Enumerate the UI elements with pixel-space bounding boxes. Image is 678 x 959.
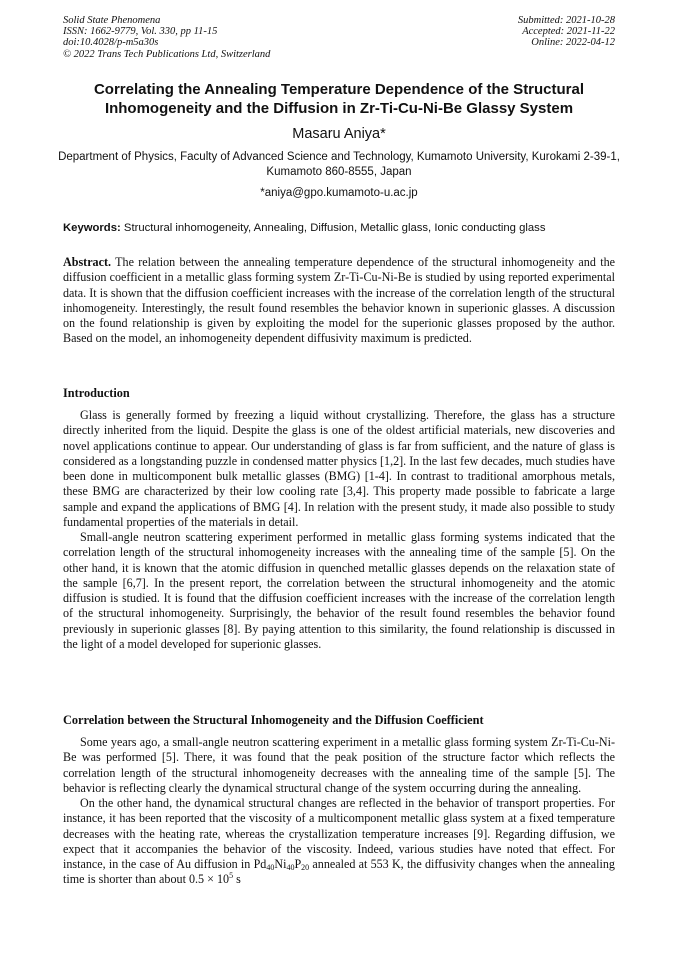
submitted-date: Submitted: 2021-10-28 [517, 15, 615, 26]
journal-info [63, 15, 270, 60]
abstract [63, 255, 615, 347]
introduction-heading: Introduction [63, 386, 130, 400]
introduction-paragraph: Small-angle neutron scattering experiment performed in metallic glass forming systems indicated that the correlation length of the structural inhomogeneity increases with the annealing time of the sample [5]. On the other hand, it is known that the atomic diffusion in quenched metallic glasses depends on the relaxation state of the sample [6,7]. In the present report, the correlation between the structural inhomogeneity and the atomic diffusion is studied. It is found that the diffusion coefficient increases with the increase of the correlation length of the structural inhomogeneity. Surprisingly, the behavior of the result found resembles the behavior found previously in superionic glasses [8]. By paying attention to this similarity, the found relationship is discussed in the light of a model developed for superionic glasses. [63, 530, 615, 651]
author-email[interactable]: *aniya@gpo.kumamoto-u.ac.jp [260, 187, 418, 199]
online-date: Online: 2022-04-12 [531, 37, 615, 49]
abstract-label: Abstract. [63, 255, 112, 269]
journal-copyright: © 2022 Trans Tech Publications Ltd, Switzerland [63, 48, 271, 60]
keywords-label: Keywords: [63, 222, 121, 234]
section-paragraph-tail: annealed at 553 K, the diffusivity changes when the annealing time is shorter than about [63, 857, 615, 887]
introduction-paragraph: Glass is generally formed by freezing a liquid without crystallizing. Therefore, the glass has a structure directly inherited from the liquid. Despite the glass is one of the oldest artificial materials, new discoveries and novel applications continue to appear. Our understanding of glass is far from sufficient, and the nature of glass is considered as a longstanding puzzle in condensed matter physics [1,2]. In the last few decades, much studies have been done in multicomponent bulk metallic glasses (BMG) [1-4]. In contrast to traditional amorphous metals, these BMG are characterized by their low cooling rate [3,4]. This property made possible to fabricate a large sample and expand the applications of BMG [4]. In relation with the present study, it made also possible to study fundamental properties of the materials in detail. [63, 408, 615, 529]
journal-name: Solid State Phenomena [63, 15, 161, 26]
abstract-text: The relation between the annealing temperature dependence of the structural inhomogeneity and the diffusion coefficient in a metallic glass forming system Zr-Ti-Cu-Ni-Be is studied by using reported experimental data. It is shown that the diffusion coefficient increases with the increase of the correlation length of the structural inhomogeneity. Interestingly, the result found resembles the behavior known in superionic glasses. A discussion on the found relationship is given by exploiting the model for the superionic glasses proposed by the author. Based on the model, an inhomogeneity dependent diffusivity maximum is predicted. [63, 255, 615, 346]
submission-dates [518, 15, 615, 49]
journal-doi[interactable]: doi:10.4028/p-m5a30s [63, 37, 159, 49]
paper-title: Correlating the Annealing Temperature Dependence of the Structural Inhomogeneity and the Diffusion in Zr-Ti-Cu-Ni-Be Glassy System [93, 81, 585, 117]
journal-issn: ISSN: 1662-9779, Vol. 330, pp 11-15 [63, 26, 218, 38]
section-paragraph: Some years ago, a small-angle neutron scattering experiment in a metallic glass forming system Zr-Ti-Cu-Ni-Be was performed [5]. There, it was found that the peak position of the structure factor which reflects the correlation length of the structural inhomogeneity decreases with the annealing time of the sample [5]. The behavior is reflecting clearly the dynamical structural change of the system occurring during the annealing. [63, 735, 615, 795]
paper-author: Masaru Aniya* [292, 126, 386, 142]
author-affiliation: Department of Physics, Faculty of Advanced Science and Technology, Kumamoto University, Kurokami 2-39-1, Kumamoto 860-8555, Japan [58, 151, 620, 178]
section-paragraph-text: On the other hand, the dynamical structural changes are reflected in the behavior of transport properties. For instance, it has been reported that the viscosity of a multicomponent metallic glass system at a fixed temperature decreases with the heating rate, whereas the crystallization temperature increases [9]. Regarding diffusion, we expect that it accompanies the behavior of the viscosity. Indeed, various studies have noted that effect. For instance, in the case of Au diffusion in [63, 796, 615, 871]
time-value: $0.5 \times 10^5$ s [188, 871, 241, 887]
keywords [63, 221, 618, 236]
correlation-section-heading: Correlation between the Structural Inhomogeneity and the Diffusion Coefficient [63, 713, 484, 727]
section-paragraph-final [63, 796, 615, 888]
keywords-text: Structural inhomogeneity, Annealing, Diffusion, Metallic glass, Ionic conducting glass [123, 222, 546, 234]
chemical-formula: $Pd_{40}Ni_{40}P_{20}$ [253, 857, 310, 872]
introduction-body [63, 408, 615, 652]
correlation-section-body [63, 735, 615, 888]
accepted-date: Accepted: 2021-11-22 [522, 26, 615, 38]
